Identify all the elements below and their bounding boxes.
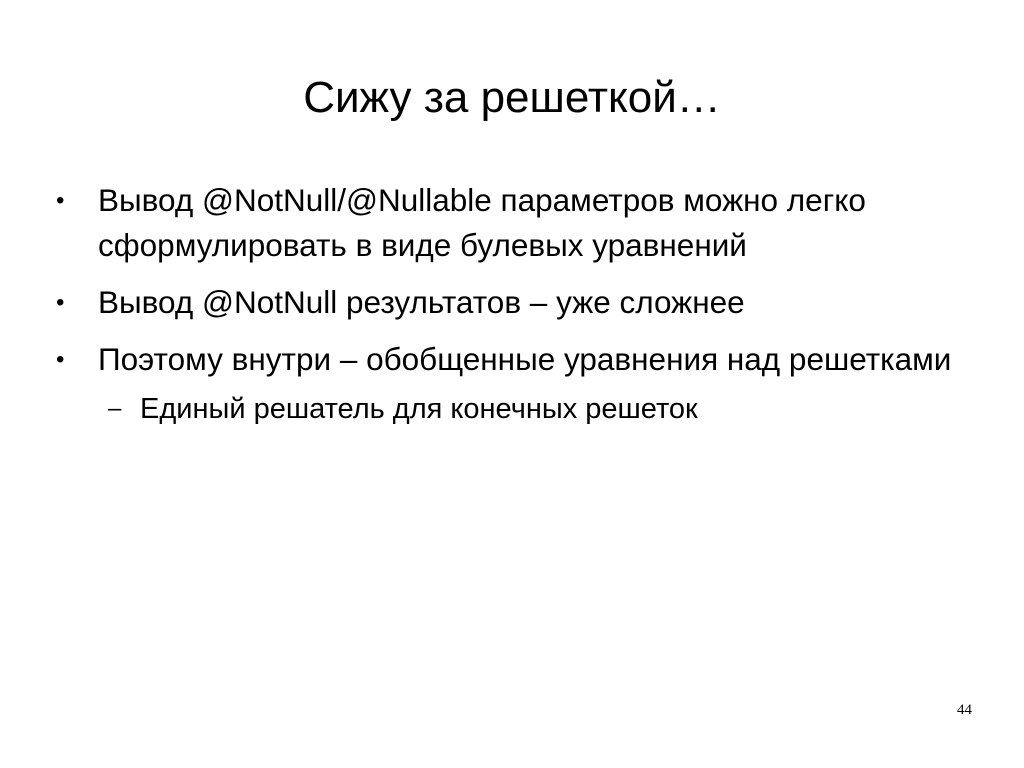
- sub-bullet-text: Единый решатель для конечных решеток: [140, 393, 698, 425]
- bullet-list: [56, 178, 986, 430]
- bullet-icon: •: [56, 187, 65, 214]
- bullet-item-lattice-equations: [56, 337, 986, 382]
- bullet-icon: •: [56, 346, 65, 373]
- bullet-text: Поэтому внутри – обобщенные уравнения над решетками: [98, 341, 952, 377]
- bullet-item-notnull-results: [56, 280, 986, 325]
- dash-icon: –: [108, 395, 122, 422]
- slide-title: Сижу за решеткой…: [303, 73, 721, 122]
- bullet-text: Вывод @NotNull/@Nullable параметров можно легко сформулировать в виде булевых уравнений: [98, 182, 866, 263]
- bullet-text: Вывод @NotNull результатов – уже сложнее: [98, 284, 745, 320]
- bullet-icon: •: [56, 289, 65, 316]
- page-number: 44: [957, 702, 972, 718]
- sub-bullet-item-finite-lattice-solver: [56, 388, 986, 430]
- bullet-item-boolean-equations: [56, 178, 986, 268]
